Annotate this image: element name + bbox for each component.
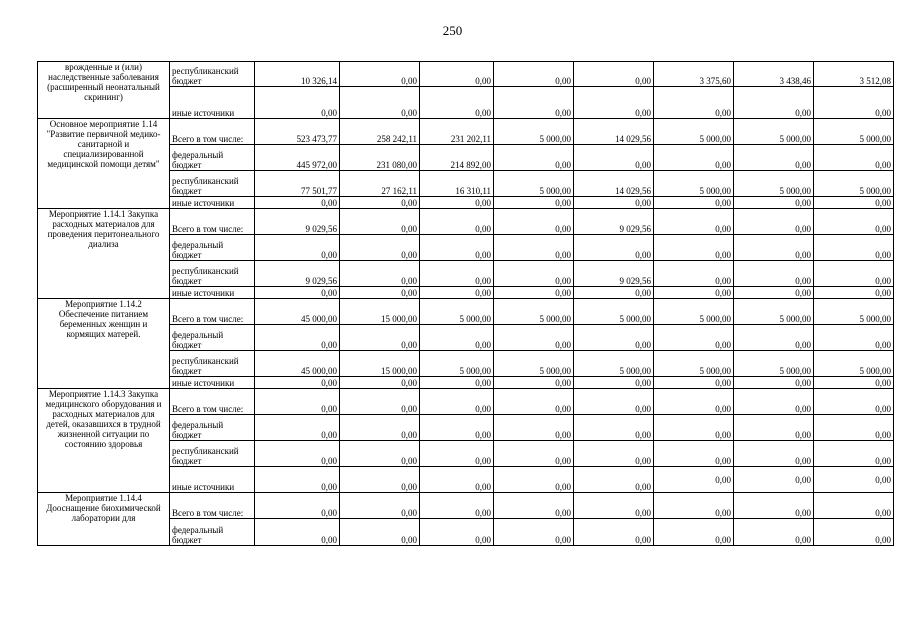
amount-cell: 15 000,00	[340, 351, 420, 377]
amount-cell: 0,00	[734, 261, 814, 287]
funding-source: республиканский бюджет	[170, 441, 255, 467]
amount-cell: 3 438,46	[734, 62, 814, 87]
amount-cell: 45 000,00	[255, 351, 340, 377]
amount-cell: 0,00	[494, 87, 574, 119]
amount-cell: 27 162,11	[340, 171, 420, 197]
amount-cell: 231 080,00	[340, 145, 420, 171]
amount-cell: 0,00	[255, 287, 340, 299]
amount-cell: 0,00	[814, 197, 894, 209]
amount-cell: 15 000,00	[340, 299, 420, 325]
amount-cell: 0,00	[574, 493, 654, 519]
amount-cell: 0,00	[340, 377, 420, 389]
amount-cell: 0,00	[340, 493, 420, 519]
amount-cell: 0,00	[734, 209, 814, 235]
amount-cell: 0,00	[494, 209, 574, 235]
funding-source: федеральный бюджет	[170, 145, 255, 171]
amount-cell: 0,00	[340, 325, 420, 351]
amount-cell: 0,00	[340, 87, 420, 119]
amount-cell: 0,00	[340, 389, 420, 415]
funding-source: иные источники	[170, 87, 255, 119]
amount-cell: 9 029,56	[574, 209, 654, 235]
amount-cell: 0,00	[574, 145, 654, 171]
amount-cell: 0,00	[340, 197, 420, 209]
activity-name: Мероприятие 1.14.1 Закупка расходных материалов для проведения перитонеального диализа	[38, 209, 170, 299]
amount-cell: 0,00	[574, 287, 654, 299]
amount-cell: 0,00	[654, 325, 734, 351]
amount-cell: 0,00	[574, 87, 654, 119]
funding-source: Всего в том числе:	[170, 119, 255, 145]
amount-cell: 0,00	[420, 441, 494, 467]
amount-cell: 0,00	[654, 197, 734, 209]
amount-cell: 0,00	[654, 145, 734, 171]
amount-cell: 0,00	[255, 467, 340, 493]
amount-cell: 5 000,00	[494, 299, 574, 325]
amount-cell: 0,00	[420, 87, 494, 119]
amount-cell: 0,00	[494, 377, 574, 389]
amount-cell: 5 000,00	[420, 299, 494, 325]
amount-cell: 0,00	[340, 467, 420, 493]
activity-name: Мероприятие 1.14.2 Обеспечение питанием беременных женщин и кормящих матерей.	[38, 299, 170, 389]
funding-source: иные источники	[170, 287, 255, 299]
amount-cell: 445 972,00	[255, 145, 340, 171]
table-row	[38, 389, 894, 415]
amount-cell: 0,00	[255, 415, 340, 441]
amount-cell: 0,00	[255, 87, 340, 119]
funding-source: Всего в том числе:	[170, 493, 255, 519]
amount-cell: 0,00	[420, 261, 494, 287]
amount-cell: 0,00	[654, 209, 734, 235]
amount-cell: 9 029,56	[255, 261, 340, 287]
amount-cell: 5 000,00	[574, 299, 654, 325]
amount-cell: 0,00	[654, 287, 734, 299]
amount-cell: 0,00	[734, 493, 814, 519]
amount-cell: 0,00	[255, 197, 340, 209]
amount-cell: 0,00	[574, 519, 654, 546]
activity-name: Мероприятие 1.14.3 Закупка медицинского оборудования и расходных материалов для детей, оказавшихся в трудной жизненной ситуации по состоянию здоровья	[38, 389, 170, 493]
table-row	[38, 299, 894, 325]
amount-cell: 0,00	[814, 493, 894, 519]
amount-cell: 0,00	[734, 197, 814, 209]
amount-cell: 0,00	[494, 389, 574, 415]
amount-cell: 0,00	[814, 287, 894, 299]
funding-source: иные источники	[170, 467, 255, 493]
table-body	[38, 62, 894, 546]
amount-cell: 0,00	[340, 519, 420, 546]
amount-cell: 0,00	[494, 467, 574, 493]
amount-cell: 0,00	[574, 441, 654, 467]
amount-cell: 14 029,56	[574, 171, 654, 197]
amount-cell: 0,00	[494, 415, 574, 441]
amount-cell: 0,00	[420, 467, 494, 493]
amount-cell: 5 000,00	[654, 171, 734, 197]
funding-source: республиканский бюджет	[170, 351, 255, 377]
amount-cell: 0,00	[340, 62, 420, 87]
amount-cell: 0,00	[654, 519, 734, 546]
amount-cell: 16 310,11	[420, 171, 494, 197]
activity-name: врожденные и (или) наследственные заболевания (расширенный неонатальный скрининг)	[38, 62, 170, 119]
amount-cell: 0,00	[654, 467, 734, 493]
amount-cell: 5 000,00	[734, 351, 814, 377]
amount-cell: 0,00	[255, 493, 340, 519]
amount-cell: 0,00	[255, 519, 340, 546]
funding-source: республиканский бюджет	[170, 171, 255, 197]
amount-cell: 9 029,56	[255, 209, 340, 235]
amount-cell: 0,00	[814, 389, 894, 415]
amount-cell: 0,00	[654, 441, 734, 467]
activity-name: Мероприятие 1.14.4 Дооснащение биохимической лаборатории для	[38, 493, 170, 546]
funding-source: иные источники	[170, 377, 255, 389]
amount-cell: 0,00	[340, 441, 420, 467]
amount-cell: 45 000,00	[255, 299, 340, 325]
amount-cell: 0,00	[340, 261, 420, 287]
amount-cell: 5 000,00	[814, 119, 894, 145]
amount-cell: 10 326,14	[255, 62, 340, 87]
amount-cell: 0,00	[494, 287, 574, 299]
amount-cell: 0,00	[420, 209, 494, 235]
amount-cell: 0,00	[494, 145, 574, 171]
funding-source: федеральный бюджет	[170, 415, 255, 441]
amount-cell: 0,00	[494, 62, 574, 87]
amount-cell: 0,00	[814, 235, 894, 261]
amount-cell: 0,00	[574, 467, 654, 493]
amount-cell: 0,00	[420, 235, 494, 261]
funding-source: Всего в том числе:	[170, 299, 255, 325]
amount-cell: 5 000,00	[574, 351, 654, 377]
amount-cell: 0,00	[340, 209, 420, 235]
amount-cell: 0,00	[494, 325, 574, 351]
table-row	[38, 119, 894, 145]
amount-cell: 0,00	[255, 377, 340, 389]
amount-cell: 5 000,00	[814, 299, 894, 325]
amount-cell: 0,00	[255, 235, 340, 261]
amount-cell: 0,00	[654, 235, 734, 261]
amount-cell: 0,00	[340, 287, 420, 299]
amount-cell: 0,00	[814, 377, 894, 389]
amount-cell: 5 000,00	[814, 351, 894, 377]
amount-cell: 0,00	[340, 415, 420, 441]
amount-cell: 0,00	[574, 235, 654, 261]
amount-cell: 0,00	[814, 209, 894, 235]
amount-cell: 258 242,11	[340, 119, 420, 145]
funding-source: федеральный бюджет	[170, 519, 255, 546]
amount-cell: 0,00	[734, 441, 814, 467]
funding-source: иные источники	[170, 197, 255, 209]
amount-cell: 14 029,56	[574, 119, 654, 145]
amount-cell: 0,00	[734, 87, 814, 119]
amount-cell: 0,00	[574, 62, 654, 87]
amount-cell: 0,00	[734, 467, 814, 493]
amount-cell: 0,00	[494, 441, 574, 467]
amount-cell: 5 000,00	[814, 171, 894, 197]
amount-cell: 5 000,00	[420, 351, 494, 377]
amount-cell: 0,00	[654, 493, 734, 519]
amount-cell: 0,00	[654, 261, 734, 287]
amount-cell: 0,00	[734, 325, 814, 351]
amount-cell: 0,00	[494, 519, 574, 546]
amount-cell: 9 029,56	[574, 261, 654, 287]
amount-cell: 0,00	[340, 235, 420, 261]
amount-cell: 5 000,00	[654, 119, 734, 145]
amount-cell: 0,00	[420, 325, 494, 351]
amount-cell: 0,00	[420, 415, 494, 441]
amount-cell: 0,00	[814, 467, 894, 493]
amount-cell: 77 501,77	[255, 171, 340, 197]
amount-cell: 0,00	[814, 145, 894, 171]
amount-cell: 0,00	[494, 493, 574, 519]
amount-cell: 0,00	[420, 287, 494, 299]
amount-cell: 5 000,00	[494, 171, 574, 197]
amount-cell: 0,00	[574, 389, 654, 415]
amount-cell: 3 375,60	[654, 62, 734, 87]
amount-cell: 0,00	[814, 87, 894, 119]
amount-cell: 5 000,00	[654, 351, 734, 377]
amount-cell: 0,00	[574, 325, 654, 351]
amount-cell: 0,00	[814, 415, 894, 441]
funding-source: республиканский бюджет	[170, 261, 255, 287]
amount-cell: 0,00	[734, 389, 814, 415]
amount-cell: 0,00	[255, 441, 340, 467]
amount-cell: 0,00	[255, 389, 340, 415]
amount-cell: 0,00	[420, 62, 494, 87]
amount-cell: 5 000,00	[654, 299, 734, 325]
amount-cell: 0,00	[734, 145, 814, 171]
amount-cell: 3 512,08	[814, 62, 894, 87]
funding-source: Всего в том числе:	[170, 389, 255, 415]
amount-cell: 0,00	[814, 519, 894, 546]
amount-cell: 0,00	[814, 441, 894, 467]
funding-source: республиканский бюджет	[170, 62, 255, 87]
amount-cell: 5 000,00	[734, 299, 814, 325]
amount-cell: 0,00	[420, 519, 494, 546]
table-row	[38, 209, 894, 235]
amount-cell: 0,00	[420, 197, 494, 209]
amount-cell: 0,00	[734, 287, 814, 299]
table-row	[38, 493, 894, 519]
amount-cell: 0,00	[814, 325, 894, 351]
amount-cell: 231 202,11	[420, 119, 494, 145]
amount-cell: 0,00	[734, 235, 814, 261]
amount-cell: 0,00	[574, 377, 654, 389]
amount-cell: 0,00	[420, 377, 494, 389]
amount-cell: 523 473,77	[255, 119, 340, 145]
funding-source: федеральный бюджет	[170, 235, 255, 261]
amount-cell: 5 000,00	[494, 119, 574, 145]
activity-name: Основное мероприятие 1.14 "Развитие первичной медико-санитарной и специализированной медицинской помощи детям"	[38, 119, 170, 209]
funding-source: Всего в том числе:	[170, 209, 255, 235]
amount-cell: 5 000,00	[734, 119, 814, 145]
amount-cell: 0,00	[654, 87, 734, 119]
amount-cell: 0,00	[654, 389, 734, 415]
amount-cell: 0,00	[494, 197, 574, 209]
amount-cell: 0,00	[494, 235, 574, 261]
page-number: 250	[442, 23, 463, 38]
amount-cell: 0,00	[734, 377, 814, 389]
amount-cell: 0,00	[255, 325, 340, 351]
amount-cell: 0,00	[654, 415, 734, 441]
amount-cell: 5 000,00	[734, 171, 814, 197]
amount-cell: 0,00	[574, 197, 654, 209]
amount-cell: 0,00	[420, 389, 494, 415]
amount-cell: 0,00	[420, 493, 494, 519]
amount-cell: 214 892,00	[420, 145, 494, 171]
amount-cell: 0,00	[734, 415, 814, 441]
amount-cell: 0,00	[574, 415, 654, 441]
amount-cell: 0,00	[494, 261, 574, 287]
funding-table	[37, 61, 894, 546]
amount-cell: 0,00	[814, 261, 894, 287]
amount-cell: 0,00	[734, 519, 814, 546]
amount-cell: 5 000,00	[494, 351, 574, 377]
amount-cell: 0,00	[654, 377, 734, 389]
funding-source: федеральный бюджет	[170, 325, 255, 351]
table-row	[38, 62, 894, 87]
